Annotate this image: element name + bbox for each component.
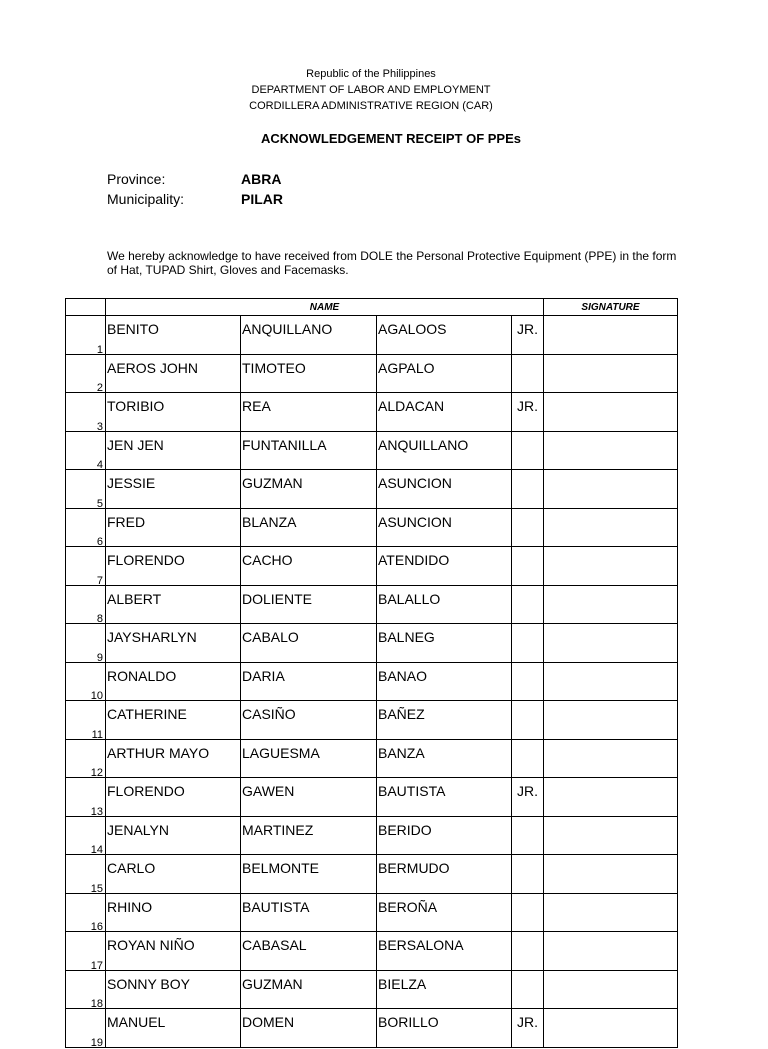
row-number-label: 7: [96, 574, 103, 587]
suffix-cell: [512, 739, 544, 778]
signature-cell[interactable]: [544, 624, 678, 663]
first-name-cell: FRED: [106, 508, 241, 547]
row-number: [66, 701, 106, 740]
middle-name-cell: TIMOTEO: [241, 354, 377, 393]
last-name-cell: BORILLO: [377, 1009, 512, 1048]
signature-cell[interactable]: [544, 893, 678, 932]
province-row: [107, 171, 281, 187]
middle-name-cell: BAUTISTA: [241, 893, 377, 932]
row-number-label: 12: [90, 767, 103, 779]
middle-name-cell: GUZMAN: [241, 470, 377, 509]
last-name-cell: BERIDO: [377, 816, 512, 855]
row-number: [66, 1009, 106, 1048]
table-row: [66, 547, 678, 586]
signature-cell[interactable]: [544, 739, 678, 778]
suffix-cell: [512, 508, 544, 547]
last-name-cell: BANAO: [377, 662, 512, 701]
first-name-cell: CATHERINE: [106, 701, 241, 740]
row-number-label: 9: [96, 651, 103, 664]
last-name-cell: ALDACAN: [377, 393, 512, 432]
acknowledgement-text: We hereby acknowledge to have received from DOLE the Personal Protective Equipment (PPE) in the form of Hat, TUPAD Shirt, Gloves and Facemasks.: [107, 249, 677, 277]
first-name-cell: JESSIE: [106, 470, 241, 509]
last-name-cell: BIELZA: [377, 970, 512, 1009]
suffix-cell: [512, 816, 544, 855]
row-number-label: 6: [96, 536, 103, 548]
municipality-value: PILAR: [241, 191, 283, 207]
middle-name-cell: DOLIENTE: [241, 585, 377, 624]
first-name-cell: ALBERT: [106, 585, 241, 624]
row-number-label: 5: [96, 497, 103, 510]
last-name-cell: BAUTISTA: [377, 778, 512, 817]
table-row: [66, 585, 678, 624]
last-name-cell: BALALLO: [377, 585, 512, 624]
table-row: [66, 701, 678, 740]
suffix-cell: [512, 470, 544, 509]
province-label: Province:: [107, 171, 166, 187]
row-number-label: 11: [91, 728, 103, 741]
suffix-cell: [512, 893, 544, 932]
last-name-cell: BANZA: [377, 739, 512, 778]
suffix-cell: [512, 431, 544, 470]
suffix-cell: JR.: [512, 393, 544, 432]
middle-name-cell: BLANZA: [241, 508, 377, 547]
table-row: [66, 970, 678, 1009]
middle-name-cell: CABALO: [241, 624, 377, 663]
table-row: [66, 393, 678, 432]
suffix-cell: [512, 547, 544, 586]
signature-cell[interactable]: [544, 431, 678, 470]
row-number-label: 3: [96, 420, 103, 433]
row-number-label: 18: [90, 998, 103, 1010]
middle-name-cell: DOMEN: [241, 1009, 377, 1048]
middle-name-cell: DARIA: [241, 662, 377, 701]
suffix-cell: [512, 354, 544, 393]
first-name-cell: JAYSHARLYN: [106, 624, 241, 663]
row-number: [66, 816, 106, 855]
row-number-label: 17: [90, 959, 103, 972]
row-number-label: 10: [90, 690, 103, 702]
row-number-label: 1: [96, 343, 103, 356]
suffix-cell: [512, 662, 544, 701]
last-name-cell: BEROÑA: [377, 893, 512, 932]
signature-cell[interactable]: [544, 970, 678, 1009]
middle-name-cell: MARTINEZ: [241, 816, 377, 855]
last-name-cell: BERSALONA: [377, 932, 512, 971]
row-number-label: 4: [96, 459, 103, 471]
last-name-cell: ANQUILLANO: [377, 431, 512, 470]
first-name-cell: RHINO: [106, 893, 241, 932]
table-row: [66, 855, 678, 894]
table-row: [66, 816, 678, 855]
last-name-cell: ASUNCION: [377, 508, 512, 547]
number-column-header: [66, 299, 106, 316]
signature-cell[interactable]: [544, 547, 678, 586]
middle-name-cell: BELMONTE: [241, 855, 377, 894]
row-number: [66, 662, 106, 701]
middle-name-cell: GUZMAN: [241, 970, 377, 1009]
row-number: [66, 470, 106, 509]
first-name-cell: CARLO: [106, 855, 241, 894]
suffix-cell: [512, 855, 544, 894]
row-number-label: 19: [90, 1036, 103, 1049]
row-number: [66, 354, 106, 393]
suffix-cell: [512, 701, 544, 740]
municipality-row: [107, 191, 283, 207]
table-row: [66, 739, 678, 778]
middle-name-cell: LAGUESMA: [241, 739, 377, 778]
first-name-cell: BENITO: [106, 316, 241, 355]
suffix-cell: [512, 624, 544, 663]
row-number: [66, 970, 106, 1009]
middle-name-cell: REA: [241, 393, 377, 432]
table-row: [66, 354, 678, 393]
first-name-cell: AEROS JOHN: [106, 354, 241, 393]
table-row: [66, 316, 678, 355]
last-name-cell: AGPALO: [377, 354, 512, 393]
middle-name-cell: CASIÑO: [241, 701, 377, 740]
signature-cell[interactable]: [544, 855, 678, 894]
suffix-cell: [512, 970, 544, 1009]
row-number: [66, 585, 106, 624]
row-number-label: 2: [96, 382, 103, 394]
last-name-cell: ASUNCION: [377, 470, 512, 509]
signature-cell[interactable]: [544, 816, 678, 855]
signature-column-header: SIGNATURE: [544, 299, 678, 316]
row-number: [66, 893, 106, 932]
last-name-cell: ATENDIDO: [377, 547, 512, 586]
suffix-cell: [512, 585, 544, 624]
first-name-cell: JEN JEN: [106, 431, 241, 470]
first-name-cell: JENALYN: [106, 816, 241, 855]
table-row: [66, 778, 678, 817]
row-number: [66, 431, 106, 470]
row-number-label: 8: [96, 613, 103, 625]
ppe-receipt-table: [65, 298, 678, 1048]
suffix-cell: JR.: [512, 316, 544, 355]
row-number: [66, 508, 106, 547]
municipality-label: Municipality:: [107, 191, 185, 207]
first-name-cell: RONALDO: [106, 662, 241, 701]
table-header-row: [66, 299, 678, 316]
table-row: [66, 893, 678, 932]
signature-cell[interactable]: [544, 701, 678, 740]
signature-cell[interactable]: [544, 316, 678, 355]
row-number: [66, 316, 106, 355]
name-column-header: NAME: [106, 299, 544, 316]
signature-cell[interactable]: [544, 354, 678, 393]
document-header: [0, 66, 742, 114]
first-name-cell: TORIBIO: [106, 393, 241, 432]
table-row: [66, 932, 678, 971]
suffix-cell: [512, 932, 544, 971]
last-name-cell: BAÑEZ: [377, 701, 512, 740]
last-name-cell: BERMUDO: [377, 855, 512, 894]
document-title: ACKNOWLEDGEMENT RECEIPT OF PPEs: [260, 131, 522, 146]
last-name-cell: AGALOOS: [377, 316, 512, 355]
row-number-label: 16: [90, 921, 103, 933]
first-name-cell: ARTHUR MAYO: [106, 739, 241, 778]
row-number: [66, 778, 106, 817]
row-number: [66, 547, 106, 586]
first-name-cell: FLORENDO: [106, 778, 241, 817]
row-number-label: 15: [90, 882, 103, 895]
middle-name-cell: CABASAL: [241, 932, 377, 971]
suffix-cell: JR.: [512, 1009, 544, 1048]
row-number: [66, 393, 106, 432]
table-body: [66, 316, 678, 1048]
table-row: [66, 508, 678, 547]
row-number: [66, 624, 106, 663]
signature-cell[interactable]: [544, 585, 678, 624]
signature-cell[interactable]: [544, 393, 678, 432]
row-number: [66, 932, 106, 971]
signature-cell[interactable]: [544, 778, 678, 817]
header-region: CORDILLERA ADMINISTRATIVE REGION (CAR): [249, 100, 493, 112]
middle-name-cell: ANQUILLANO: [241, 316, 377, 355]
first-name-cell: MANUEL: [106, 1009, 241, 1048]
signature-cell[interactable]: [544, 932, 678, 971]
row-number: [66, 855, 106, 894]
signature-cell[interactable]: [544, 662, 678, 701]
table-row: [66, 431, 678, 470]
table-row: [66, 624, 678, 663]
middle-name-cell: FUNTANILLA: [241, 431, 377, 470]
signature-cell[interactable]: [544, 470, 678, 509]
header-country: Republic of the Philippines: [306, 68, 436, 80]
province-value: ABRA: [241, 171, 282, 187]
suffix-cell: JR.: [512, 778, 544, 817]
signature-cell[interactable]: [544, 1009, 678, 1048]
middle-name-cell: GAWEN: [241, 778, 377, 817]
table-row: [66, 662, 678, 701]
first-name-cell: FLORENDO: [106, 547, 241, 586]
middle-name-cell: CACHO: [241, 547, 377, 586]
header-department: DEPARTMENT OF LABOR AND EMPLOYMENT: [251, 84, 491, 96]
last-name-cell: BALNEG: [377, 624, 512, 663]
signature-cell[interactable]: [544, 508, 678, 547]
table-row: [66, 1009, 678, 1048]
first-name-cell: SONNY BOY: [106, 970, 241, 1009]
row-number-label: 14: [90, 844, 103, 856]
row-number: [66, 739, 106, 778]
first-name-cell: ROYAN NIÑO: [106, 932, 241, 971]
table-row: [66, 470, 678, 509]
row-number-label: 13: [90, 805, 103, 818]
